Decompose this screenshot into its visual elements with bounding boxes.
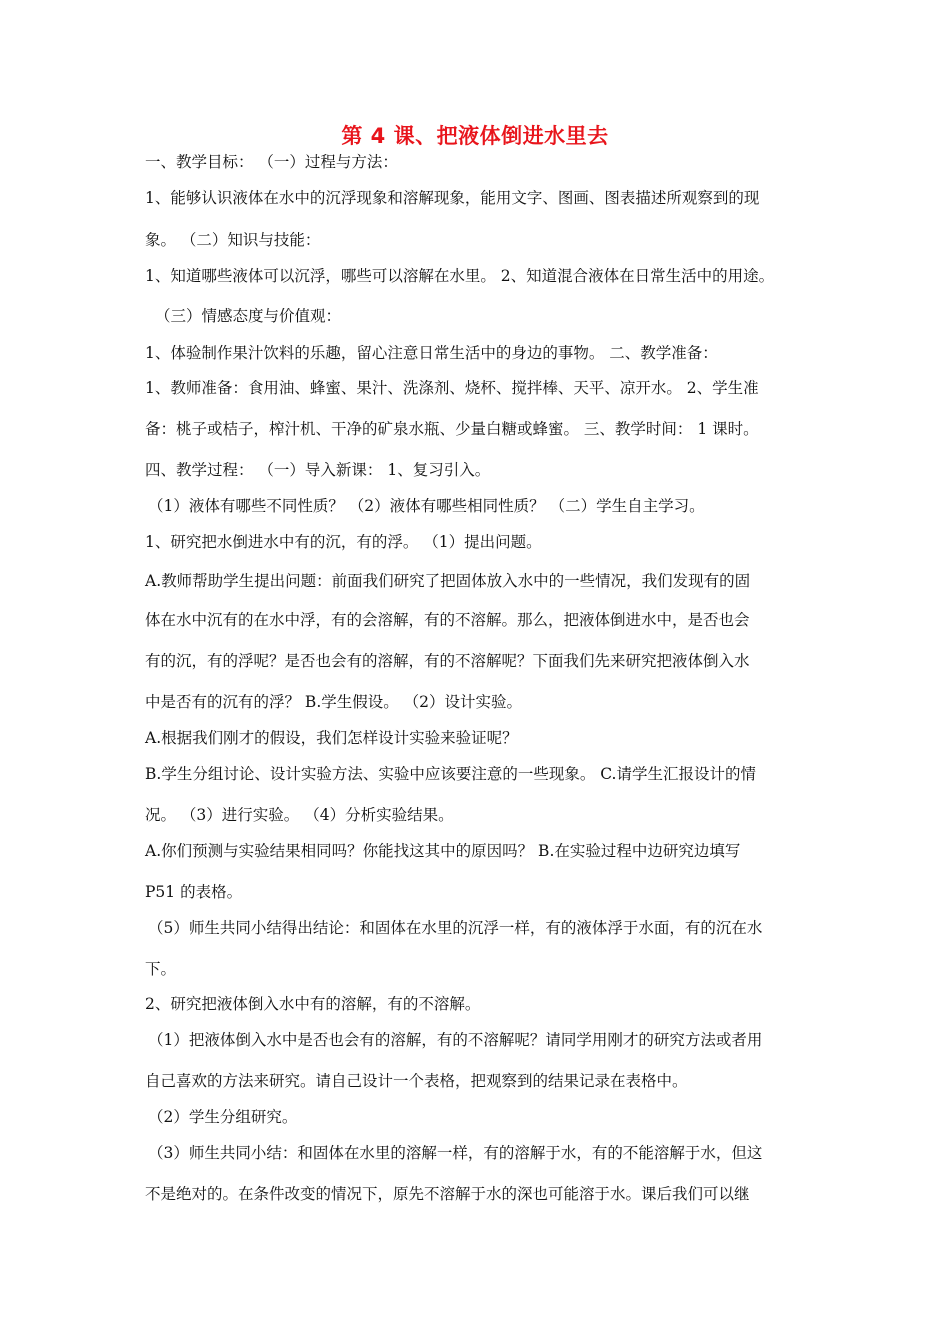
text-line: 1、研究把水倒进水中有的沉，有的浮。 （1）提出问题。 — [145, 533, 542, 551]
text-line: 1、能够认识液体在水中的沉浮现象和溶解现象，能用文字、图画、图表描述所观察到的现 — [145, 189, 760, 207]
text-line: 况。 （3）进行实验。 （4）分析实验结果。 — [145, 806, 454, 824]
text-line: （1）把液体倒入水中是否也会有的溶解，有的不溶解呢？请同学用刚才的研究方法或者用 — [148, 1031, 763, 1049]
text-line: 1、体验制作果汁饮料的乐趣，留心注意日常生活中的身边的事物。 二、教学准备： — [145, 344, 718, 362]
text-line: 1、知道哪些液体可以沉浮，哪些可以溶解在水里。 2、知道混合液体在日常生活中的用途。 — [145, 267, 775, 285]
text-line: 2、研究把液体倒入水中有的溶解，有的不溶解。 — [145, 995, 481, 1013]
text-line: 备：桃子或桔子，榨汁机、干净的矿泉水瓶、少量白糖或蜂蜜。 三、教学时间： 1 课时。 — [145, 420, 759, 438]
text-line: 四、教学过程： （一）导入新课： 1、复习引入。 — [145, 461, 491, 479]
text-line: （1）液体有哪些不同性质？ （2）液体有哪些相同性质？ （二）学生自主学习。 — [148, 497, 705, 515]
text-line: （2）学生分组研究。 — [148, 1108, 298, 1126]
text-line: 不是绝对的。在条件改变的情况下，原先不溶解于水的深也可能溶于水。课后我们可以继 — [145, 1185, 750, 1203]
text-line: （5）师生共同小结得出结论：和固体在水里的沉浮一样，有的液体浮于水面，有的沉在水 — [148, 919, 763, 937]
document-title: 第 4 课、把液体倒进水里去 — [341, 124, 609, 148]
text-line: 有的沉，有的浮呢？是否也会有的溶解，有的不溶解呢？下面我们先来研究把液体倒入水 — [145, 652, 750, 670]
text-line: 象。 （二）知识与技能： — [145, 231, 321, 249]
text-line: A.教师帮助学生提出问题：前面我们研究了把固体放入水中的一些情况，我们发现有的固 — [145, 572, 751, 590]
text-line: P51 的表格。 — [145, 883, 243, 901]
text-line: A.你们预测与实验结果相同吗？你能找这其中的原因吗？ B.在实验过程中边研究边填写 — [145, 842, 741, 860]
text-line: 自己喜欢的方法来研究。请自己设计一个表格，把观察到的结果记录在表格中。 — [145, 1072, 688, 1090]
text-line: 下。 — [145, 960, 177, 978]
text-line: 中是否有的沉有的浮？ B.学生假设。 （2）设计实验。 — [145, 693, 523, 711]
text-line: A.根据我们刚才的假设，我们怎样设计实验来验证呢？ — [145, 729, 518, 747]
text-line: B.学生分组讨论、设计实验方法、实验中应该要注意的一些现象。 C.请学生汇报设计的情 — [145, 765, 756, 783]
text-line: 1、教师准备：食用油、蜂蜜、果汁、洗涤剂、烧杯、搅拌棒、天平、凉开水。 2、学生准 — [145, 379, 759, 397]
text-line: 体在水中沉有的在水中浮，有的会溶解，有的不溶解。那么，把液体倒进水中，是否也会 — [145, 611, 750, 629]
text-line: （3）师生共同小结：和固体在水里的溶解一样，有的溶解于水，有的不能溶解于水，但这 — [148, 1144, 763, 1162]
text-line: （三）情感态度与价值观： — [155, 307, 342, 325]
text-line: 一、教学目标： （一）过程与方法： — [145, 153, 398, 171]
